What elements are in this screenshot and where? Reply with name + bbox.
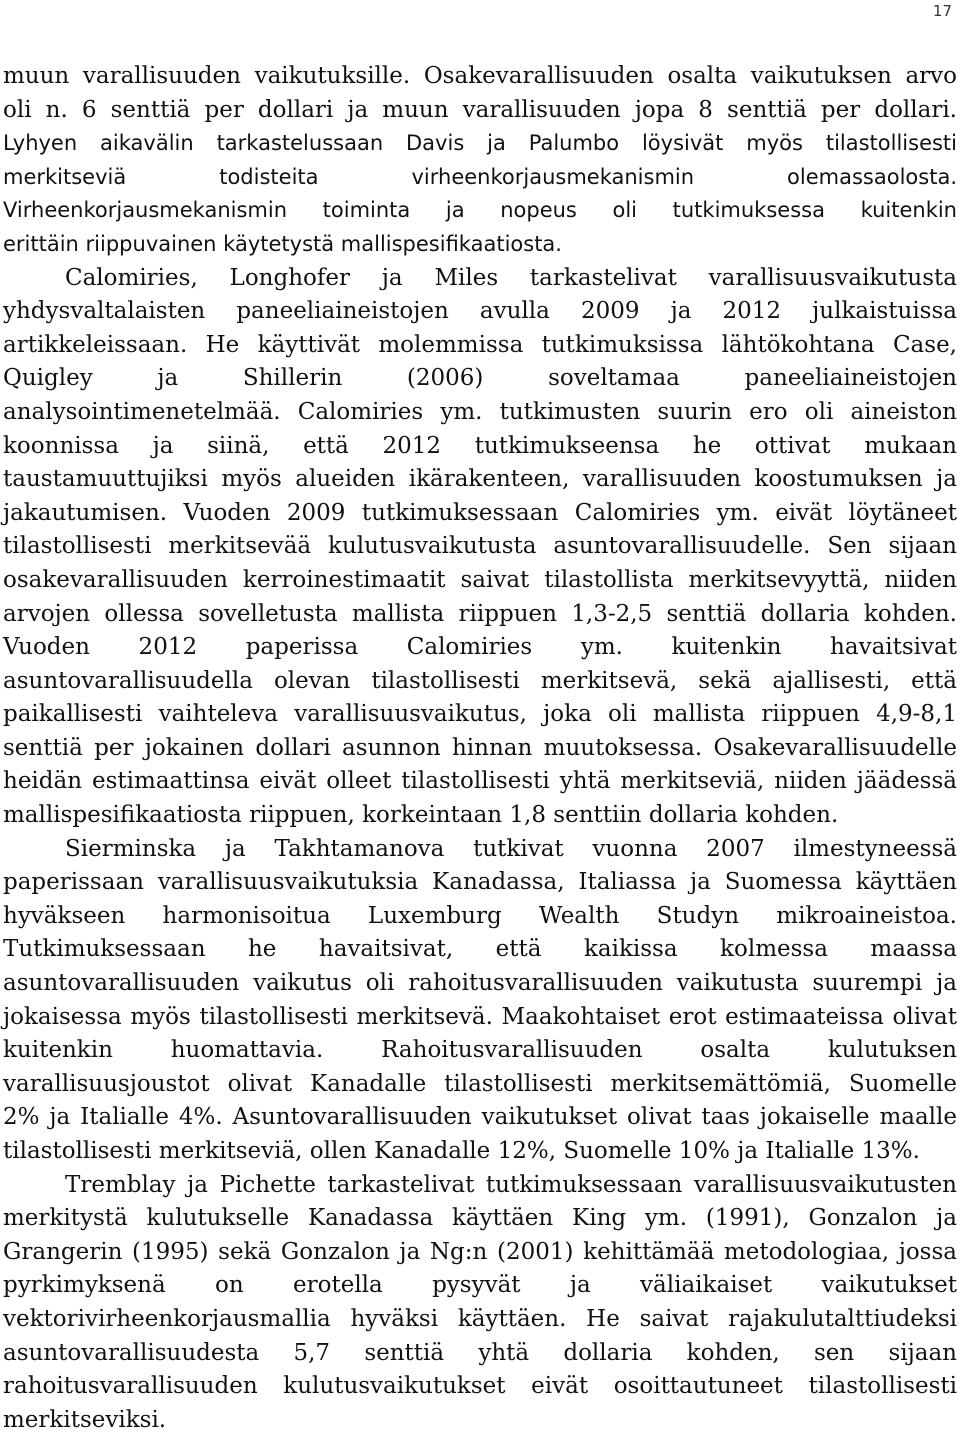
- text-line: merkitseviksi.: [3, 1406, 167, 1433]
- text-line: Vuoden 2012 paperissa Calomiries ym. kuitenkin havaitsivat: [3, 634, 957, 661]
- text-line: pyrkimyksenä on erotella pysyvät ja väliaikaiset vaikutukset: [3, 1272, 957, 1299]
- text-line: heidän estimaattinsa eivät olleet tilastollisesti yhtä merkitseviä, niiden jäädessä: [3, 768, 957, 795]
- text-line: 2% ja Italialle 4%. Asuntovarallisuuden vaikutukset olivat taas jokaiselle maalle: [3, 1104, 957, 1131]
- text-line: Tremblay ja Pichette tarkastelivat tutkimuksessaan varallisuusvaikutusten: [65, 1171, 957, 1198]
- text-line: mallispesifikaatiosta riippuen, korkeintaan 1,8 senttiin dollaria kohden.: [3, 802, 839, 829]
- text-line: Sierminska ja Takhtamanova tutkivat vuonna 2007 ilmestyneessä: [65, 835, 957, 862]
- text-line: hyväkseen harmonisoitua Luxemburg Wealth Studyn mikroaineistoa.: [3, 902, 957, 929]
- text-line: koonnissa ja siinä, että 2012 tutkimukseensa he ottivat mukaan: [3, 432, 957, 459]
- text-line: erittäin riippuvainen käytetystä mallispesifikaatiosta.: [3, 231, 562, 256]
- text-line: kuitenkin huomattavia. Rahoitusvarallisuuden osalta kulutuksen: [3, 1037, 957, 1064]
- text-line: taustamuuttujiksi myös alueiden ikärakenteen, varallisuuden koostumuksen ja: [3, 466, 957, 493]
- text-line: jokaisessa myös tilastollisesti merkitsevä. Maakohtaiset erot estimaateissa olivat: [3, 1003, 957, 1030]
- text-line: analysointimenetelmää. Calomiries ym. tutkimusten suurin ero oli aineiston: [3, 398, 957, 425]
- text-line: Virheenkorjausmekanismin toiminta ja nopeus oli tutkimuksessa kuitenkin: [3, 198, 957, 223]
- text-line: muun varallisuuden vaikutuksille. Osakevarallisuuden osalta vaikutuksen arvo: [3, 63, 957, 89]
- page-number: 17: [932, 2, 952, 20]
- text-line: asuntovarallisuuden vaikutus oli rahoitusvarallisuuden vaikutusta suurempi ja: [3, 970, 957, 997]
- text-line: osakevarallisuuden kerroinestimaatit saivat tilastollista merkitsevyyttä, niiden: [3, 566, 957, 593]
- text-line: yhdysvaltalaisten paneeliaineistojen avulla 2009 ja 2012 julkaistuissa: [3, 298, 957, 325]
- text-line: rahoitusvarallisuuden kulutusvaikutukset eivät osoittautuneet tilastollisesti: [3, 1373, 957, 1400]
- text-line: asuntovarallisuudesta 5,7 senttiä yhtä dollaria kohden, sen sijaan: [3, 1339, 957, 1366]
- text-line: Tutkimuksessaan he havaitsivat, että kaikissa kolmessa maassa: [3, 936, 957, 963]
- text-line: Calomiries, Longhofer ja Miles tarkastelivat varallisuusvaikutusta: [65, 264, 957, 291]
- text-line: artikkeleissaan. He käyttivät molemmissa tutkimuksissa lähtökohtana Case,: [3, 331, 957, 358]
- text-line: vektorivirheenkorjausmallia hyväksi käyttäen. He saivat rajakulutalttiudeksi: [3, 1305, 957, 1332]
- text-line: paikallisesti vaihteleva varallisuusvaikutus, joka oli mallista riippuen 4,9-8,1: [3, 701, 957, 728]
- body-text: [3, 60, 957, 1437]
- text-line: merkitseviä todisteita virheenkorjausmekanismin olemassaolosta.: [3, 164, 957, 189]
- text-line: Quigley ja Shillerin (2006) soveltamaa paneeliaineistojen: [3, 365, 957, 392]
- text-line: tilastollisesti merkitseviä, ollen Kanadalle 12%, Suomelle 10% ja Italialle 13%.: [3, 1138, 920, 1164]
- text-line: paperissaan varallisuusvaikutuksia Kanadassa, Italiassa ja Suomessa käyttäen: [3, 869, 957, 896]
- text-line: merkitystä kulutukselle Kanadassa käyttäen King ym. (1991), Gonzalon ja: [3, 1205, 957, 1232]
- text-line: tilastollisesti merkitsevää kulutusvaikutusta asuntovarallisuudelle. Sen sijaan: [3, 533, 957, 560]
- text-line: oli n. 6 senttiä per dollari ja muun varallisuuden jopa 8 senttiä per dollari.: [3, 96, 957, 123]
- text-line: arvojen ollessa sovelletusta mallista riippuen 1,3-2,5 senttiä dollaria kohden.: [3, 600, 957, 627]
- text-line: Lyhyen aikavälin tarkastelussaan Davis ja Palumbo löysivät myös tilastollisesti: [3, 131, 957, 156]
- text-line: jakautumisen. Vuoden 2009 tutkimuksessaan Calomiries ym. eivät löytäneet: [3, 499, 957, 526]
- text-line: asuntovarallisuudella olevan tilastollisesti merkitsevä, sekä ajallisesti, että: [3, 667, 957, 694]
- text-line: senttiä per jokainen dollari asunnon hinnan muutoksessa. Osakevarallisuudelle: [3, 734, 957, 761]
- text-line: Grangerin (1995) sekä Gonzalon ja Ng:n (2001) kehittämää metodologiaa, jossa: [3, 1238, 957, 1265]
- text-line: varallisuusjoustot olivat Kanadalle tilastollisesti merkitsemättömiä, Suomelle: [3, 1070, 957, 1097]
